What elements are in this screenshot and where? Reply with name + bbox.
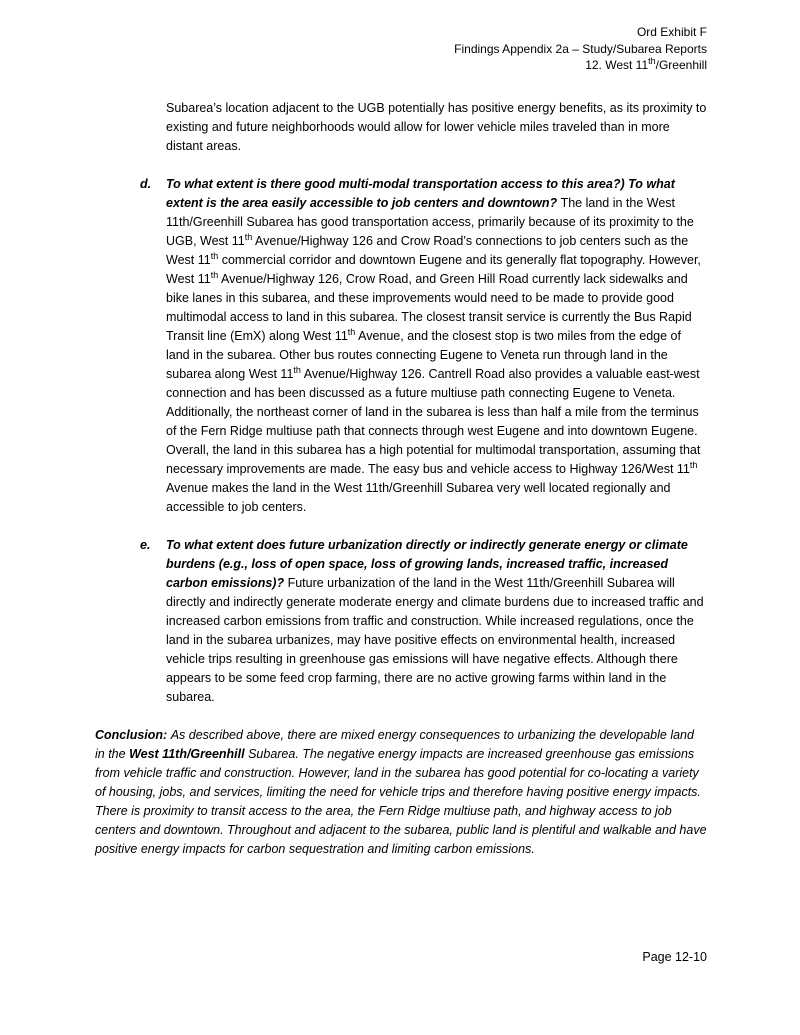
list-marker-d: d. bbox=[140, 176, 152, 191]
intro-paragraph: Subarea’s location adjacent to the UGB potentially has positive energy benefits, as its proximity to existing and future neighborhoods would allow for lower vehicle miles traveled than in more distant areas. bbox=[166, 100, 707, 153]
header-line-subarea: 12. West 11th/Greenhill bbox=[585, 56, 707, 72]
page-header bbox=[95, 24, 707, 74]
header-line-appendix: Findings Appendix 2a – Study/Subarea Reports bbox=[454, 41, 707, 56]
page-number: Page 12-10 bbox=[642, 950, 707, 964]
list-item-d bbox=[140, 175, 707, 517]
page-footer bbox=[642, 948, 707, 967]
document-body bbox=[95, 99, 707, 859]
header-line-exhibit: Ord Exhibit F bbox=[636, 25, 707, 39]
conclusion-paragraph: Conclusion: As described above, there are mixed energy consequences to urbanizing the developable land in the West 11th/Greenhill Subarea. The negative energy impacts are increased greenhouse gas emissions from vehicle traffic and construction. However, land in the subarea has good potential for co-locating a variety of housing, jobs, and services, limiting the need for vehicle trips and therefore having positive energy impacts. There is proximity to transit access to the area, the Fern Ridge multiuse path, and highway access to job centers and downtown. Throughout and adjacent to the subarea, public land is plentiful and walkable and have positive energy impacts for carbon sequestration and limiting carbon emissions. bbox=[95, 727, 707, 856]
list-item-e bbox=[140, 536, 707, 707]
list-item-d-text: To what extent is there good multi-modal transportation access to this area?) To what extent is the area easily accessible to job centers and downtown? The land in the West 11th/Greenhill Subarea has good transportation access, primarily because of its proximity to the UGB, West 11th Avenue/Highway 126 and Crow Road’s connections to job centers such as the West 11th commercial corridor and downtown Eugene and its generally flat topography. However, West 11th Avenue/Highway 126, Crow Road, and Green Hill Road currently lack sidewalks and bike lanes in this subarea, and these improvements would need to be made to provide good multimodal access to land in this subarea. The closest transit service is currently the Bus Rapid Transit line (EmX) along West 11th Avenue, and the closest stop is two miles from the edge of land in the subarea. Other bus routes connecting Eugene to Veneta run through land in the subarea along West 11th Avenue/Highway 126. Cantrell Road also provides a valuable east-west connection and has been discussed as a future multiuse path connecting Eugene to Veneta. Additionally, the northeast corner of land in the subarea is less than half a mile from the terminus of the Fern Ridge multiuse path that connects through west Eugene and into downtown Eugene. Overall, the land in this subarea has a high potential for multimodal transportation, assuming that necessary improvements are made. The easy bus and vehicle access to Highway 126/West 11th Avenue makes the land in the West 11th/Greenhill Subarea very well located regionally and accessible to job centers. bbox=[166, 176, 701, 514]
list-item-e-text: To what extent does future urbanization directly or indirectly generate energy or climate burdens (e.g., loss of open space, loss of growing lands, increased traffic, increased carbon emissions)? Future urbanization of the land in the West 11th/Greenhill Subarea will directly and indirectly generate moderate energy and climate burdens due to increased traffic and increased carbon emissions from traffic and construction. While increased regulations, once the land in the subarea urbanizes, may have positive effects on environmental health, increased vehicle trips resulting in greenhouse gas emissions will have negative effects. Although there appears to be some feed crop farming, there are no active growing farms within land in the subarea. bbox=[166, 537, 704, 704]
list-marker-e: e. bbox=[140, 537, 151, 552]
